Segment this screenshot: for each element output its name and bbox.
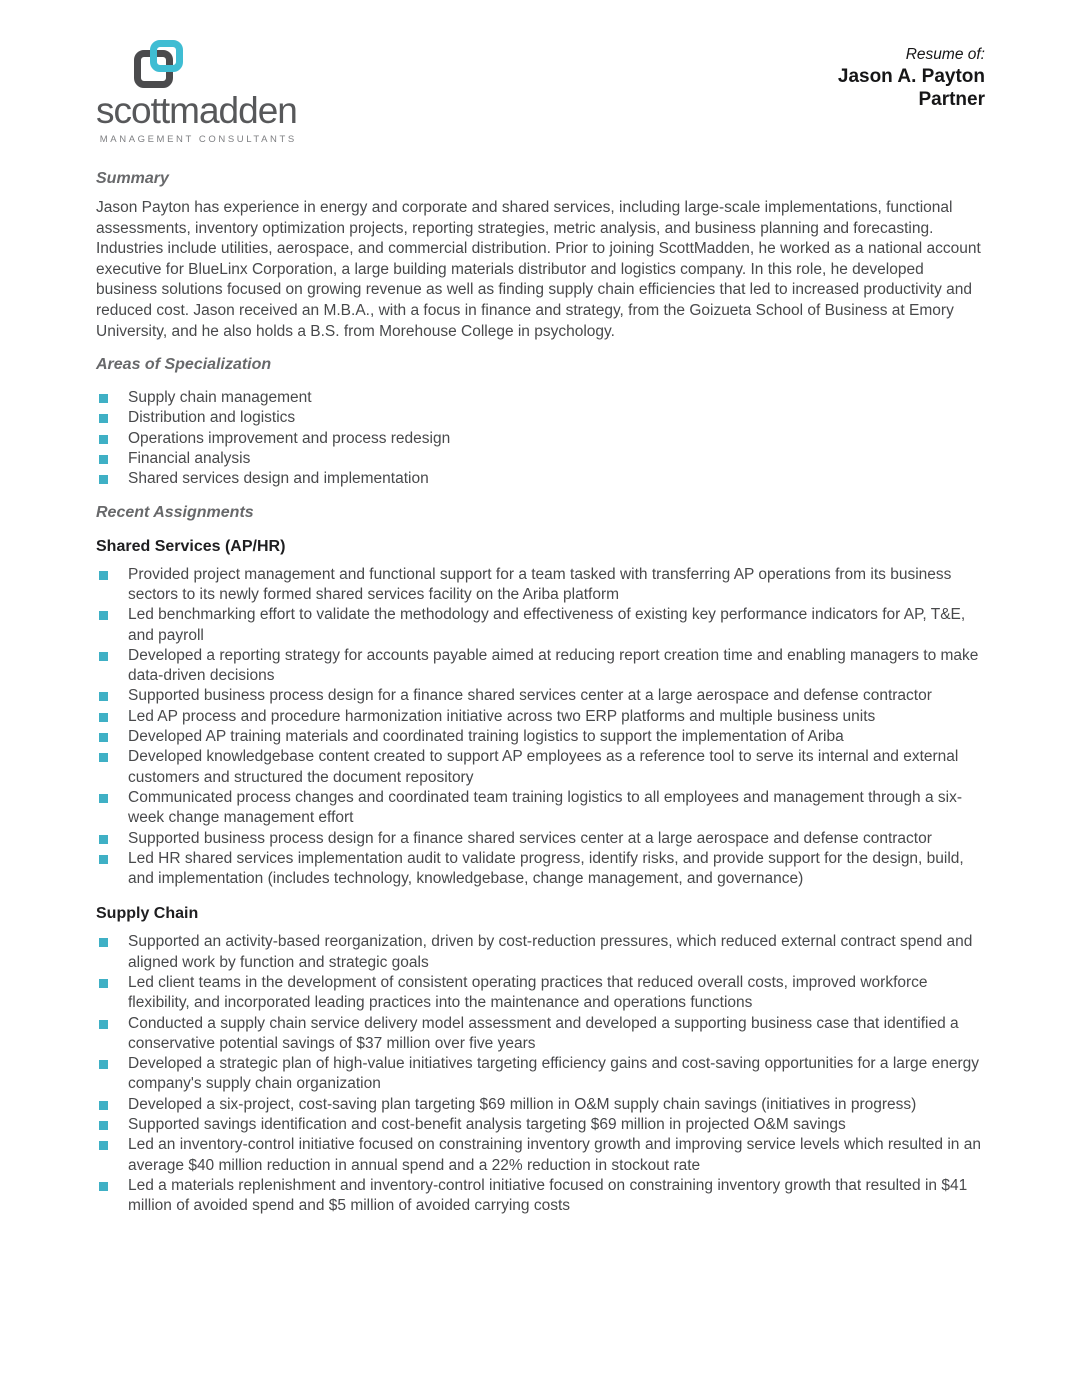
bullet-square-icon: [99, 938, 108, 947]
list-item: [96, 605, 985, 646]
list-item: [96, 449, 985, 469]
bullet-square-icon: [99, 475, 108, 484]
bullet-square-icon: [99, 435, 108, 444]
assignment-group-list: [96, 565, 985, 890]
list-item-text: Conducted a supply chain service delivery model assessment and developed a supporting business case that identified a conservative potential savings of $37 million over five years: [128, 1014, 959, 1052]
bullet-square-icon: [99, 713, 108, 722]
list-item-text: Supported business process design for a finance shared services center at a large aerospace and defense contractor: [128, 687, 932, 705]
list-item-text: Supported an activity-based reorganization, driven by cost-reduction pressures, which reduced external contract spend and aligned work by function and strategic goals: [128, 933, 973, 971]
list-item: [96, 646, 985, 687]
list-item-text: Led benchmarking effort to validate the methodology and effectiveness of existing key performance indicators for AP, T&E, and payroll: [128, 606, 966, 644]
list-item: [96, 1054, 985, 1095]
list-item: [96, 829, 985, 849]
page-header: [96, 40, 985, 145]
assignment-group-list: [96, 932, 985, 1216]
list-item-text: Supported savings identification and cost-benefit analysis targeting $69 million in projected O&M savings: [128, 1116, 846, 1134]
areas-list: [96, 388, 985, 489]
list-item: [96, 747, 985, 788]
list-item: [96, 1095, 985, 1115]
list-item-text: Supported business process design for a finance shared services center at a large aerospace and defense contractor: [128, 829, 932, 847]
list-item: [96, 727, 985, 747]
list-item-text: Led client teams in the development of consistent operating practices that reduced overall costs, improved workforce flexibility, and incorporated leading practices into the maintenance and operations functions: [128, 973, 928, 1012]
list-item: [96, 429, 985, 449]
resume-header-block: [838, 40, 985, 111]
list-item-text: Led AP process and procedure harmonization initiative across two ERP platforms and multiple business units: [128, 707, 876, 725]
list-item-text: Developed a strategic plan of high-value initiatives targeting efficiency gains and cost-saving opportunities for a large energy company's supply chain organization: [128, 1055, 979, 1093]
person-name: Jason A. Payton: [837, 66, 985, 87]
bullet-square-icon: [99, 979, 108, 988]
bullet-square-icon: [99, 753, 108, 762]
list-item: [96, 388, 985, 408]
section-heading-recent-assignments: Recent Assignments: [96, 503, 254, 521]
bullet-square-icon: [99, 1121, 108, 1130]
list-item-text: Shared services design and implementation: [128, 470, 429, 488]
list-item-text: Developed a reporting strategy for accounts payable aimed at reducing report creation time and enabling managers to make data-driven decisions: [128, 646, 979, 685]
list-item: [96, 408, 985, 428]
list-item-text: Led an inventory-control initiative focused on constraining inventory growth and improving service levels which resulted in an average $40 million reduction in annual spend and a 22% reduction in stockout rate: [128, 1136, 981, 1174]
assignment-group: [96, 904, 985, 1216]
list-item: [96, 686, 985, 706]
list-item: [96, 973, 985, 1014]
bullet-square-icon: [99, 855, 108, 864]
bullet-square-icon: [99, 611, 108, 620]
bullet-square-icon: [99, 652, 108, 661]
assignment-group: [96, 537, 985, 890]
list-item-text: Communicated process changes and coordinated team training logistics to all employees and management through a six-week change management effort: [128, 788, 963, 827]
bullet-square-icon: [99, 394, 108, 403]
bullet-square-icon: [99, 733, 108, 742]
list-item: [96, 788, 985, 829]
list-item: [96, 932, 985, 973]
list-item-text: Supply chain management: [128, 389, 312, 407]
resume-body: [96, 169, 985, 1217]
scottmadden-logo-icon: [134, 40, 184, 89]
assignment-group-title: Supply Chain: [96, 905, 199, 923]
bullet-square-icon: [99, 1141, 108, 1150]
brand-wordmark: scottmadden: [96, 90, 297, 131]
assignment-groups: [96, 537, 985, 1217]
list-item: [96, 565, 985, 606]
bullet-square-icon: [99, 571, 108, 580]
logo-teal-square-icon: [150, 40, 183, 72]
list-item: [96, 1176, 985, 1217]
list-item-text: Led HR shared services implementation audit to validate progress, identify risks, and provide support for the design, build, and implementation (includes technology, knowledgebase, change management, and governance): [128, 849, 964, 888]
brand-tagline: MANAGEMENT CONSULTANTS: [99, 134, 297, 145]
list-item: [96, 1115, 985, 1135]
bullet-square-icon: [99, 1020, 108, 1029]
list-item: [96, 849, 985, 890]
bullet-square-icon: [99, 692, 108, 701]
list-item-text: Led a materials replenishment and inventory-control initiative focused on constraining inventory growth that resulted in $41 million of avoided spend and $5 million of avoided carrying costs: [128, 1176, 968, 1215]
list-item-text: Operations improvement and process redesign: [128, 429, 451, 447]
bullet-square-icon: [99, 1101, 108, 1110]
assignment-group-title: Shared Services (AP/HR): [96, 537, 286, 555]
person-title: Partner: [918, 89, 985, 110]
list-item-text: Developed AP training materials and coordinated training logistics to support the implementation of Ariba: [128, 728, 844, 746]
list-item: [96, 1135, 985, 1176]
list-item-text: Developed knowledgebase content created to support AP employees as a reference tool to serve its internal and external customers and structured the document repository: [128, 748, 959, 786]
summary-paragraph: Jason Payton has experience in energy and corporate and shared services, including large-scale implementations, functional assessments, inventory optimization projects, reporting strategies, metric analysis, and business planning and forecasting. Industries include utilities, aerospace, and commercial distribution. Prior to joining ScottMadden, he worked as a national account executive for BlueLinx Corporation, a large building materials distributor and logistics company. In this role, he developed business solutions focused on growing revenue as well as finding supply chain efficiencies that led to increased productivity and reduced cost. Jason received an M.B.A., with a focus in finance and strategy, from the Goizueta School of Business at Emory University, and he also holds a B.S. from Morehouse College in psychology.: [96, 199, 981, 340]
list-item-text: Developed a six-project, cost-saving plan targeting $69 million in O&M supply chain savings (initiatives in progress): [128, 1095, 917, 1113]
list-item: [96, 469, 985, 489]
resume-of-label: Resume of:: [905, 46, 985, 63]
list-item-text: Financial analysis: [128, 450, 251, 468]
bullet-square-icon: [99, 1060, 108, 1069]
bullet-square-icon: [99, 794, 108, 803]
list-item: [96, 707, 985, 727]
bullet-square-icon: [99, 455, 108, 464]
bullet-square-icon: [99, 835, 108, 844]
section-heading-areas: Areas of Specialization: [96, 356, 272, 374]
list-item: [96, 1014, 985, 1055]
bullet-square-icon: [99, 1182, 108, 1191]
section-heading-summary: Summary: [96, 170, 169, 187]
list-item-text: Provided project management and functional support for a team tasked with transferring AP operations from its business sectors to its newly formed shared services facility on the Ariba platform: [128, 565, 952, 603]
scottmadden-logo: [96, 40, 297, 145]
list-item-text: Distribution and logistics: [128, 409, 296, 427]
bullet-square-icon: [99, 414, 108, 423]
